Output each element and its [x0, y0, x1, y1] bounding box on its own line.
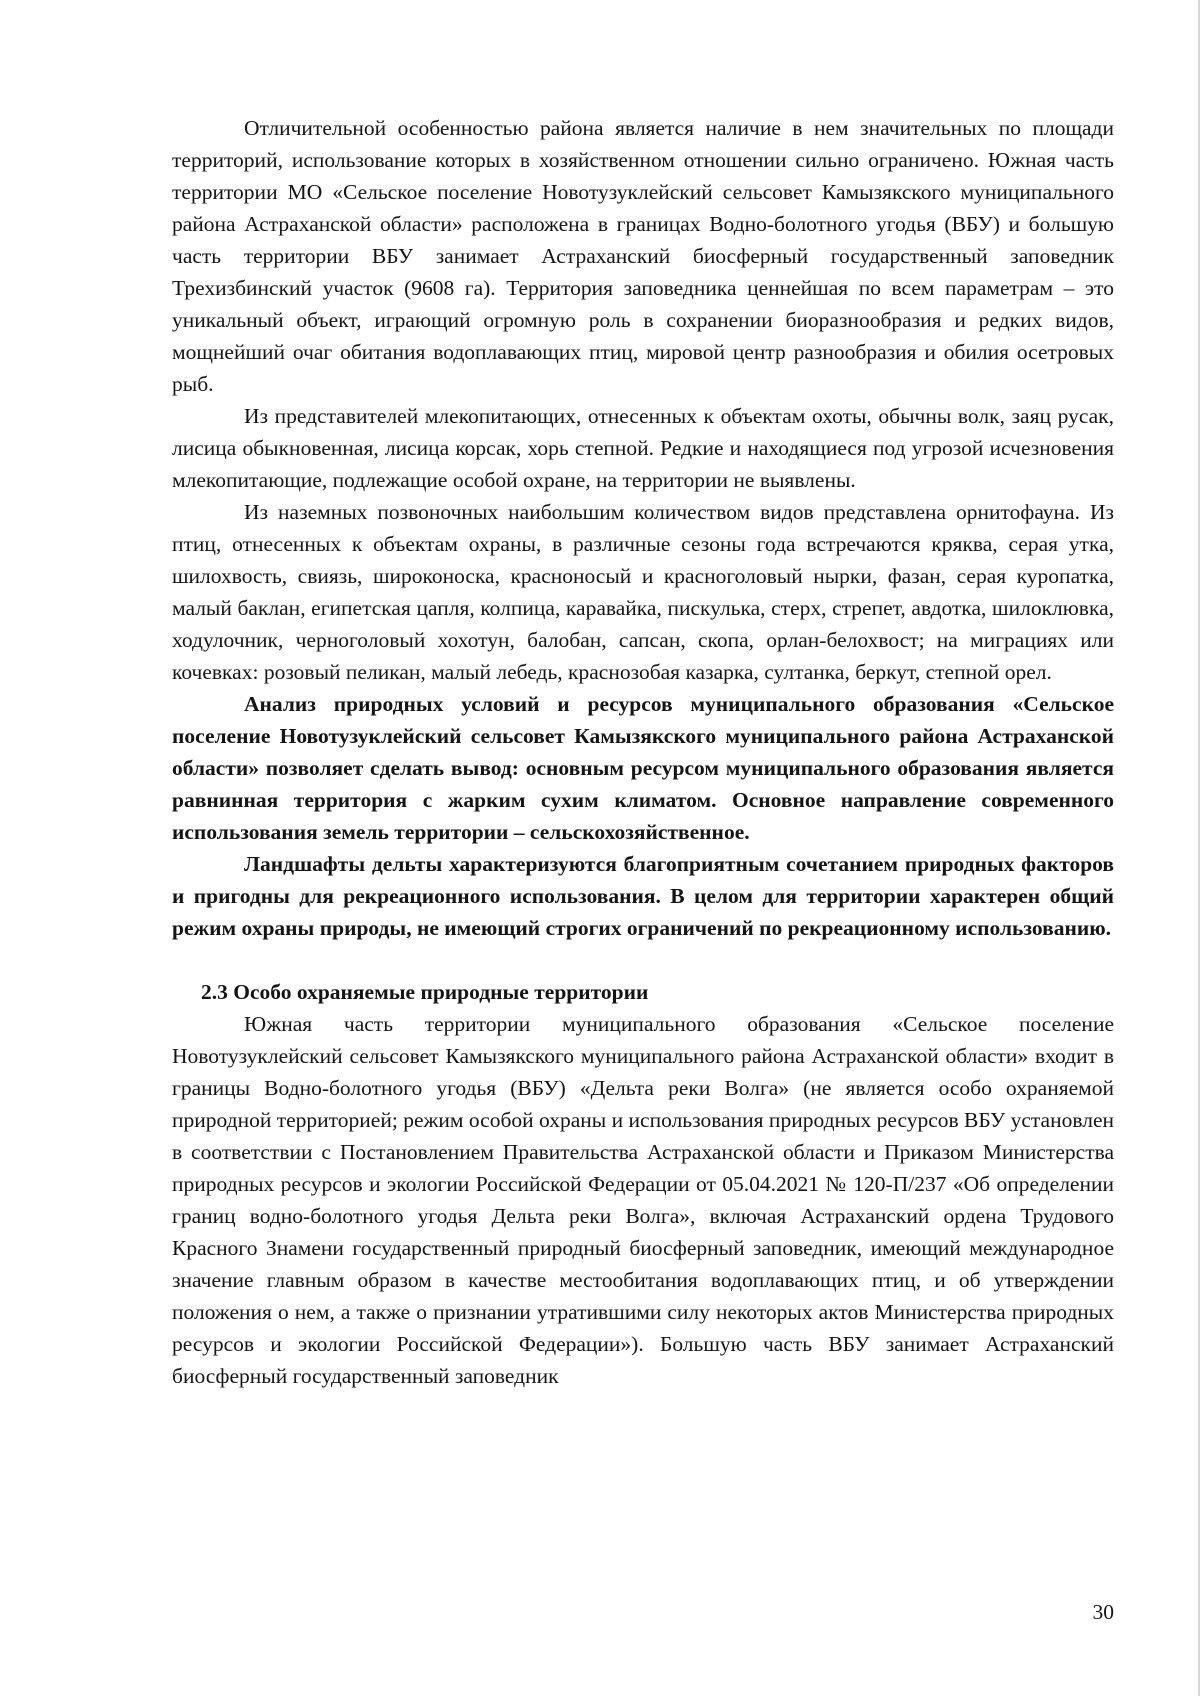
paragraph-conclusion-resources: Анализ природных условий и ресурсов муниципального образования «Сельское поселение Новотузуклейский сельсовет Камызякского муниципального района Астраханской области» позволяет сделать вывод: основным ресурсом муниципального образования является равнинная территория с жарким сухим климатом. Основное направление современного использования земель территории – сельскохозяйственное. — [172, 692, 1114, 844]
paragraph-protected-areas: Южная часть территории муниципального образования «Сельское поселение Новотузуклейский сельсовет Камызякского муниципального района Астраханской области» входит в границы Водно-болотного угодья (ВБУ) «Дельта реки Волга» (не является особо охраняемой природной территорией; режим особой охраны и использования природных ресурсов ВБУ установлен в соответствии с Постановлением Правительства Астраханской области и Приказом Министерства природных ресурсов и экологии Российской Федерации от 05.04.2021 № 120-П/237 «Об определении границ водно-болотного угодья Дельта реки Волга», включая Астраханский ордена Трудового Красного Знамени государственный природный биосферный заповедник, имеющий международное значение главным образом в качестве местообитания водоплавающих птиц, и об утверждении положения о нем, а также о признании утратившими силу некоторых актов Министерства природных ресурсов и экологии Российской Федерации»). Большую часть ВБУ занимает Астраханский биосферный государственный заповедник — [172, 1012, 1114, 1388]
paragraph-mammals: Из представителей млекопитающих, отнесенных к объектам охоты, обычны волк, заяц русак, лисица обыкновенная, лисица корсак, хорь степной. Редкие и находящиеся под угрозой исчезновения млекопитающие, подлежащие особой охране, на территории не выявлены. — [172, 404, 1114, 492]
page-number: 30 — [1092, 1600, 1114, 1624]
paragraph-birds: Из наземных позвоночных наибольшим количеством видов представлена орнитофауна. Из птиц, отнесенных к объектам охраны, в различные сезоны года встречаются кряква, серая утка, шилохвость, свиязь, широконоска, красноносый и красноголовый нырки, фазан, серая куропатка, малый баклан, египетская цапля, колпица, каравайка, пискулька, стерх, стрепет, авдотка, шилоклювка, ходулочник, черноголовый хохотун, балобан, сапсан, скопа, орлан-белохвост; на миграциях или кочевках: розовый пеликан, малый лебедь, краснозобая казарка, султанка, беркут, степной орел. — [172, 500, 1114, 684]
paragraph-district-features: Отличительной особенностью района является наличие в нем значительных по площади территорий, использование которых в хозяйственном отношении сильно ограничено. Южная часть территории МО «Сельское поселение Новотузуклейский сельсовет Камызякского муниципального района Астраханской области» расположена в границах Водно-болотного угодья (ВБУ) и большую часть территории ВБУ занимает Астраханский биосферный государственный заповедник Трехизбинский участок (9608 га). Территория заповедника ценнейшая по всем параметрам – это уникальный объект, играющий огромную роль в сохранении биоразнообразия и редких видов, мощнейший очаг обитания водоплавающих птиц, мировой центр разнообразия и обилия осетровых рыб. — [172, 116, 1114, 396]
paragraph-conclusion-landscapes: Ландшафты дельты характеризуются благоприятным сочетанием природных факторов и пригодны для рекреационного использования. В целом для территории характерен общий режим охраны природы, не имеющий строгих ограничений по рекреационному использованию. — [172, 852, 1114, 940]
document-body — [172, 112, 1114, 1392]
section-heading: 2.3 Особо охраняемые природные территории — [201, 980, 649, 1004]
